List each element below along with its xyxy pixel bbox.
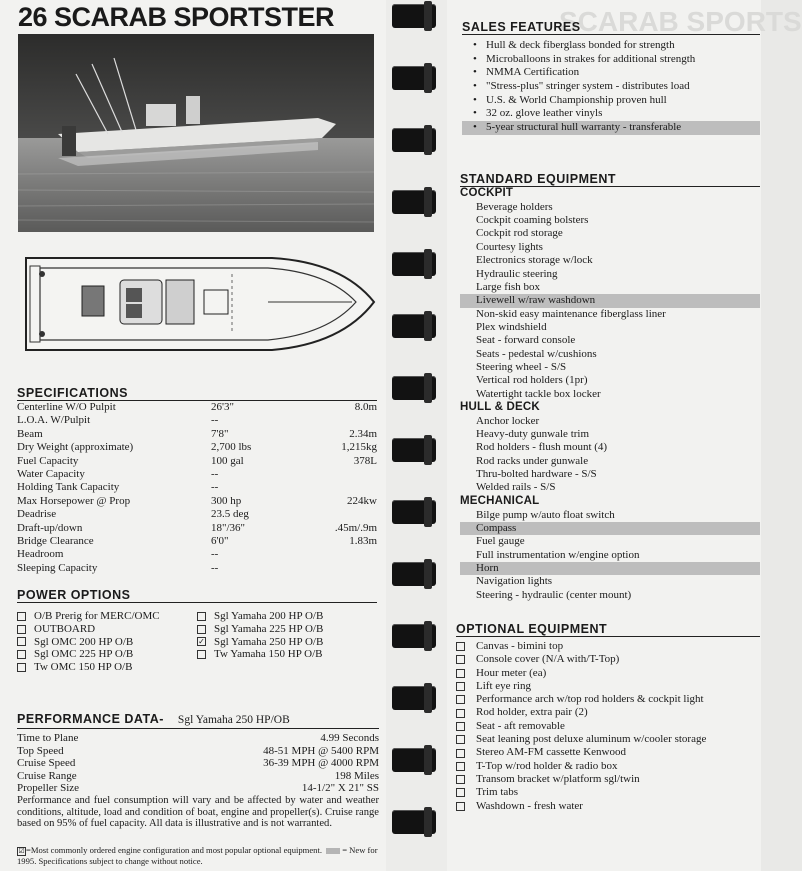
spec-label: Centerline W/O Pulpit	[17, 401, 116, 413]
equipment-item: Anchor locker	[476, 414, 540, 427]
power-option-item[interactable]	[17, 648, 197, 661]
checkbox-icon[interactable]	[456, 788, 465, 797]
legend-new: = New for 1995. Specifications subject to change without notice.	[17, 845, 378, 866]
sales-feature-item: • Hull & deck fiberglass bonded for strength	[462, 39, 760, 53]
checkbox-icon[interactable]	[456, 709, 465, 718]
power-option-item[interactable]	[17, 610, 197, 623]
sales-features-heading: SALES FEATURES	[462, 20, 760, 35]
checkbox-icon[interactable]	[456, 775, 465, 784]
optional-equipment-item[interactable]	[456, 653, 760, 666]
checkbox-icon[interactable]	[197, 612, 206, 621]
equipment-item: Cockpit rod storage	[476, 227, 563, 240]
equipment-item: Steering wheel - S/S	[476, 360, 567, 373]
performance-value: 4.99 Seconds	[320, 732, 379, 744]
optional-equipment-label: Canvas - bimini top	[476, 640, 564, 652]
equipment-item: Rod holders - flush mount (4)	[476, 441, 608, 454]
equipment-item: Compass	[460, 522, 760, 535]
spec-imperial: --	[211, 481, 219, 494]
spec-label: Sleeping Capacity	[17, 561, 98, 574]
optional-equipment-label: Stereo AM-FM cassette Kenwood	[476, 746, 627, 759]
equipment-category: MECHANICAL	[460, 494, 540, 507]
power-option-item[interactable]	[17, 636, 197, 649]
power-option-label: OUTBOARD	[34, 622, 96, 635]
binding-ring-icon	[392, 128, 436, 152]
binding-ring-icon	[392, 66, 436, 90]
performance-value: 14-1/2" X 21" SS	[301, 782, 379, 795]
spec-label: Dry Weight (approximate)	[17, 441, 134, 454]
spec-imperial: 18"/36"	[211, 521, 246, 534]
equipment-item: Navigation lights	[476, 575, 553, 588]
spec-row	[17, 481, 377, 494]
sales-features-list	[462, 39, 760, 135]
optional-equipment-list	[456, 640, 760, 813]
spec-imperial: 300 hp	[211, 494, 242, 507]
boat-photo	[18, 34, 374, 232]
spec-imperial: --	[211, 414, 219, 427]
binding-ring-icon	[392, 4, 436, 28]
equipment-item: Fuel gauge	[476, 535, 525, 548]
binding-ring-icon	[392, 562, 436, 586]
optional-equipment-item[interactable]	[456, 733, 760, 746]
spec-label: Beam	[17, 427, 43, 440]
checkbox-icon[interactable]	[17, 650, 26, 659]
power-option-item[interactable]	[17, 623, 197, 636]
checkbox-icon[interactable]	[17, 612, 26, 621]
new-highlight-swatch	[326, 848, 340, 854]
spec-metric	[307, 468, 377, 481]
optional-equipment-item[interactable]	[456, 720, 760, 733]
power-option-label: Sgl Yamaha 250 HP O/B	[214, 635, 324, 648]
optional-equipment-item[interactable]	[456, 786, 760, 799]
optional-equipment-label: T-Top w/rod holder & radio box	[476, 759, 618, 772]
binding-ring-icon	[392, 190, 436, 214]
equipment-item: Courtesy lights	[476, 240, 543, 253]
standard-equipment-section	[460, 172, 760, 602]
spec-metric	[307, 548, 377, 561]
equipment-item: Steering - hydraulic (center mount)	[476, 588, 632, 601]
equipment-item: Large fish box	[476, 280, 540, 293]
optional-equipment-heading: OPTIONAL EQUIPMENT	[456, 622, 760, 637]
sales-feature-item: • U.S. & World Championship proven hull	[462, 94, 760, 108]
performance-value: 48-51 MPH @ 5400 RPM	[263, 744, 379, 757]
power-option-label: O/B Prerig for MERC/OMC	[34, 610, 160, 622]
checked-box-icon[interactable]: ✓	[198, 637, 205, 647]
spec-metric	[307, 508, 377, 521]
binding-ring-icon	[392, 500, 436, 524]
spec-metric	[307, 562, 377, 575]
checkbox-icon[interactable]	[456, 802, 465, 811]
performance-value: 198 Miles	[334, 769, 379, 782]
spec-row	[17, 548, 377, 561]
legend-most-common: =Most commonly ordered engine configuration and most popular optional equipment.	[26, 845, 323, 855]
equipment-item: Horn	[460, 562, 760, 575]
specifications-table	[17, 401, 377, 575]
optional-equipment-label: Trim tabs	[476, 786, 519, 799]
legend	[17, 845, 379, 866]
checkbox-icon[interactable]	[456, 642, 465, 651]
spec-label: Holding Tank Capacity	[17, 481, 120, 494]
optional-equipment-label: Rod holder, extra pair (2)	[476, 706, 588, 719]
checkbox-icon[interactable]	[456, 722, 465, 731]
spec-label: Bridge Clearance	[17, 534, 94, 547]
optional-equipment-label: Hour meter (ea)	[476, 666, 547, 679]
power-options-right-column	[197, 610, 377, 674]
sales-feature-item: • Microballoons in strakes for additional strength	[462, 53, 760, 67]
show-through-text: SCARAB SPORTS	[559, 6, 802, 37]
optional-equipment-section	[456, 622, 760, 813]
power-option-item[interactable]	[17, 661, 197, 674]
spec-label: L.O.A. W/Pulpit	[17, 414, 91, 427]
power-options-heading: POWER OPTIONS	[17, 588, 377, 603]
binding-ring-icon	[392, 314, 436, 338]
equipment-item: Non-skid easy maintenance fiberglass liner	[476, 307, 666, 320]
optional-equipment-label: Lift eye ring	[476, 679, 531, 692]
sales-features-section	[462, 20, 760, 135]
spec-imperial: --	[211, 548, 219, 561]
checkbox-icon[interactable]	[456, 762, 465, 771]
spec-metric: .45m/.9m	[334, 521, 377, 534]
standard-equipment-groups	[460, 187, 760, 602]
performance-label: Time to Plane	[17, 732, 79, 744]
power-option-label: Tw Yamaha 150 HP O/B	[214, 648, 323, 661]
spec-metric: 8.0m	[354, 401, 377, 413]
power-option-item[interactable]	[197, 623, 377, 636]
sales-feature-item: • NMMA Certification	[462, 66, 760, 80]
spec-metric: 378L	[353, 454, 377, 467]
optional-equipment-label: Seat - aft removable	[476, 719, 565, 732]
spec-imperial: 6'0"	[211, 534, 229, 547]
spec-row	[17, 562, 377, 575]
equipment-item: Heavy-duty gunwale trim	[476, 428, 590, 441]
performance-table	[17, 732, 379, 795]
checkbox-icon[interactable]	[456, 735, 465, 744]
performance-label: Top Speed	[17, 744, 64, 757]
power-option-item[interactable]	[197, 648, 377, 661]
power-option-label: Sgl OMC 225 HP O/B	[34, 648, 134, 661]
checkbox-icon[interactable]	[456, 669, 465, 678]
performance-row	[17, 770, 379, 783]
spec-imperial: 7'8"	[211, 427, 229, 440]
standard-equipment-heading: STANDARD EQUIPMENT	[460, 172, 760, 187]
optional-equipment-label: Console cover (N/A with/T-Top)	[476, 653, 620, 666]
spec-metric: 1.83m	[349, 534, 377, 547]
equipment-item: Cockpit coaming bolsters	[476, 214, 589, 227]
checkbox-icon[interactable]	[197, 625, 206, 634]
sales-feature-item: • 32 oz. glove leather vinyls	[462, 107, 760, 121]
equipment-item: Full instrumentation w/engine option	[476, 548, 640, 561]
sales-feature-item: • "Stress-plus" stringer system - distributes load	[462, 80, 760, 94]
optional-equipment-item[interactable]	[456, 693, 760, 706]
checkbox-icon[interactable]	[456, 695, 465, 704]
performance-value: 36-39 MPH @ 4000 RPM	[263, 757, 379, 770]
equipment-item: Seat - forward console	[476, 334, 576, 347]
power-option-label: Sgl Yamaha 225 HP O/B	[214, 622, 324, 635]
power-options-left-column	[17, 610, 197, 674]
spec-row	[17, 495, 377, 508]
spec-label: Deadrise	[17, 508, 57, 521]
performance-row	[17, 757, 379, 770]
binding-ring-icon	[392, 810, 436, 834]
equipment-item: Watertight tackle box locker	[476, 387, 601, 400]
spec-metric	[307, 481, 377, 494]
right-page	[447, 0, 802, 871]
performance-row	[17, 782, 379, 795]
spec-row	[17, 441, 377, 454]
spec-label: Fuel Capacity	[17, 454, 79, 467]
equipment-item: Welded rails - S/S	[476, 481, 556, 494]
checkbox-icon[interactable]	[456, 682, 465, 691]
performance-engine: Sgl Yamaha 250 HP/OB	[177, 714, 290, 726]
power-option-item[interactable]	[197, 636, 377, 649]
spec-row	[17, 535, 377, 548]
optional-equipment-item[interactable]	[456, 680, 760, 693]
performance-label: Cruise Speed	[17, 757, 76, 770]
optional-equipment-item[interactable]	[456, 773, 760, 786]
performance-label: Propeller Size	[17, 782, 80, 795]
spec-metric: 224kw	[347, 494, 377, 507]
page-title: 26 SCARAB SPORTSTER	[18, 2, 335, 32]
specifications-section	[17, 386, 377, 575]
binding-ring-icon	[392, 686, 436, 710]
performance-heading: PERFORMANCE DATA-	[17, 712, 164, 726]
binding-ring-icon	[392, 376, 436, 400]
optional-equipment-label: Transom bracket w/platform sgl/twin	[476, 772, 640, 785]
spiral-binding	[386, 0, 447, 871]
checkbox-icon[interactable]	[17, 625, 26, 634]
optional-equipment-label: Washdown - fresh water	[476, 799, 583, 812]
spec-label: Max Horsepower @ Prop	[17, 494, 131, 507]
equipment-item: Hydraulic steering	[476, 267, 558, 280]
equipment-item: Seats - pedestal w/cushions	[476, 347, 597, 360]
optional-equipment-item[interactable]	[456, 800, 760, 813]
optional-equipment-item[interactable]	[456, 640, 760, 653]
optional-equipment-item[interactable]	[456, 760, 760, 773]
spec-row	[17, 522, 377, 535]
power-option-label: Sgl OMC 200 HP O/B	[34, 635, 134, 648]
performance-note: Performance and fuel consumption will vary and be affected by water and weather conditions, altitude, load and condition of boat, engine and propeller(s). Cruise range based on 95% of fuel capacity. All data is illustrative and is not warranted.	[17, 794, 379, 830]
spec-label: Water Capacity	[17, 467, 85, 480]
spec-metric: 1,215kg	[341, 441, 377, 454]
equipment-category: COCKPIT	[460, 187, 514, 199]
performance-row	[17, 745, 379, 758]
power-option-item[interactable]	[197, 610, 377, 623]
checkbox-icon[interactable]	[456, 655, 465, 664]
checkbox-icon[interactable]	[456, 749, 465, 758]
spec-row	[17, 401, 377, 414]
equipment-item: Thru-bolted hardware - S/S	[476, 468, 597, 481]
spec-row	[17, 468, 377, 481]
optional-equipment-item[interactable]	[456, 667, 760, 680]
spec-metric: 2.34m	[349, 427, 377, 440]
optional-equipment-item[interactable]	[456, 746, 760, 759]
spec-imperial: --	[211, 467, 219, 480]
checkbox-icon[interactable]	[17, 663, 26, 672]
deck-plan-drawing	[22, 252, 378, 356]
binding-ring-icon	[392, 438, 436, 462]
spec-row	[17, 455, 377, 468]
binding-ring-icon	[392, 252, 436, 276]
equipment-item: Vertical rod holders (1pr)	[476, 374, 588, 387]
optional-equipment-label: Performance arch w/top rod holders & cockpit light	[476, 693, 704, 706]
checkbox-icon[interactable]	[17, 637, 26, 646]
equipment-item: Bilge pump w/auto float switch	[476, 508, 615, 521]
spec-metric	[307, 414, 377, 427]
checked-box-icon: ☑	[18, 847, 25, 855]
spec-imperial: --	[211, 561, 219, 574]
spec-row	[17, 428, 377, 441]
boat-photo-image	[18, 34, 374, 232]
performance-label: Cruise Range	[17, 769, 77, 782]
binding-ring-icon	[392, 748, 436, 772]
performance-row	[17, 732, 379, 745]
power-option-label: Sgl Yamaha 200 HP O/B	[214, 610, 324, 622]
equipment-item: Livewell w/raw washdown	[460, 294, 760, 307]
equipment-item: Beverage holders	[476, 200, 553, 213]
spec-row	[17, 508, 377, 521]
equipment-category: HULL & DECK	[460, 400, 540, 413]
left-page	[0, 0, 386, 871]
optional-equipment-label: Seat leaning post deluxe aluminum w/cooler storage	[476, 733, 707, 746]
checkbox-icon[interactable]	[197, 650, 206, 659]
spec-label: Draft-up/down	[17, 521, 83, 534]
power-options-section	[17, 588, 377, 674]
sales-feature-item: • 5-year structural hull warranty - transferable	[462, 121, 760, 135]
equipment-item: Plex windshield	[476, 320, 547, 333]
spec-imperial: 100 gal	[211, 454, 244, 467]
spec-imperial: 26'3"	[211, 401, 234, 413]
equipment-item: Electronics storage w/lock	[476, 254, 593, 267]
binding-ring-icon	[392, 624, 436, 648]
optional-equipment-item[interactable]	[456, 706, 760, 719]
spec-imperial: 2,700 lbs	[211, 441, 252, 454]
spec-row	[17, 414, 377, 427]
performance-section	[17, 712, 379, 830]
equipment-item: Rod racks under gunwale	[476, 454, 589, 467]
spec-label: Headroom	[17, 548, 64, 561]
spec-imperial: 23.5 deg	[211, 508, 249, 521]
power-option-label: Tw OMC 150 HP O/B	[34, 661, 133, 674]
specifications-heading: SPECIFICATIONS	[17, 386, 377, 401]
